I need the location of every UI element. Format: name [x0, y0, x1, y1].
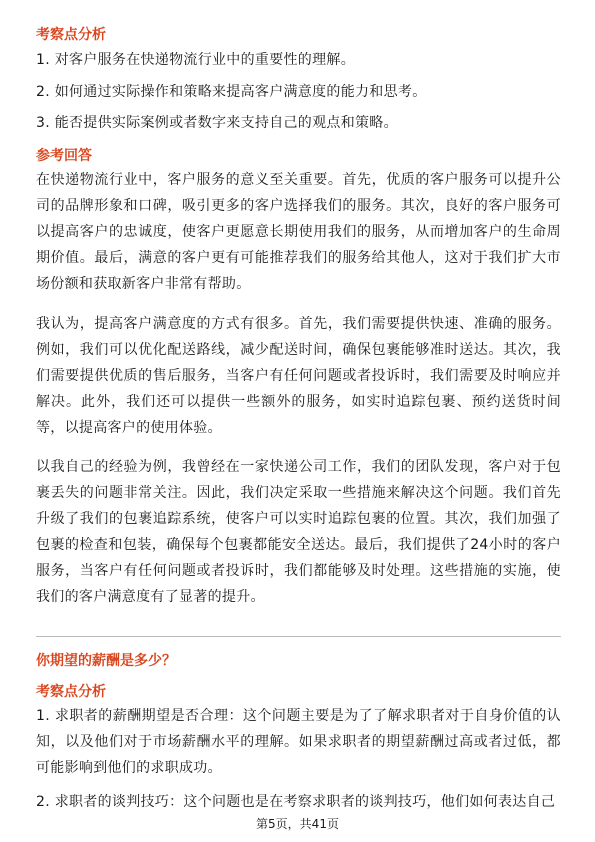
answer-paragraph: 以我自己的经验为例，我曾经在一家快递公司工作，我们的团队发现，客户对于包裹丢失的问题非常关注。因此，我们决定采取一些措施来解决这个问题。我们首先升级了我们的包裹追踪系统，使客户可以实时追踪包裹的位置。其次，我们加强了包裹的检查和包装，确保每个包裹都能安全送达。最后，我们提供了24小时的客户服务，当客户有任何问题或者投诉时，我们都能够及时处理。这些措施的实施，使我们的客户满意度有了显著的提升。 — [36, 459, 561, 605]
question-heading: 你期望的薪酬是多少？ — [36, 653, 176, 669]
analysis-paragraph: 2. 求职者的谈判技巧：这个问题也是在考察求职者的谈判技巧，他们如何表达自己 — [36, 794, 556, 810]
answer-paragraph: 我认为，提高客户满意度的方式有很多。首先，我们需要提供快速、准确的服务。例如，我们可以优化配送路线，减少配送时间，确保包裹能够准时送达。其次，我们需要提供优质的售后服务，当客户有任何问题或者投诉时，我们需要及时响应并解决。此外，我们还可以提供一些额外的服务，如实时追踪包裹、预约送货时间等，以提高客户的使用体验。 — [36, 316, 561, 436]
analysis-heading: 考察点分析 — [36, 684, 106, 700]
answer-paragraph: 在快递物流行业中，客户服务的意义至关重要。首先，优质的客户服务可以提升公司的品牌形象和口碑，吸引更多的客户选择我们的服务。其次，良好的客户服务可以提高客户的忠诚度，使客户更愿意长期使用我们的服务，从而增加客户的生命周期价值。最后，满意的客户更有可能推荐我们的服务给其他人，这对于我们扩大市场份额和获取新客户非常有帮助。 — [36, 172, 561, 292]
analysis-point: 2. 如何通过实际操作和策略来提高客户满意度的能力和思考。 — [36, 84, 427, 100]
analysis-heading: 考察点分析 — [36, 27, 106, 43]
page-number: 第5页，共41页 — [256, 817, 339, 831]
section-divider — [36, 636, 561, 637]
analysis-paragraph: 1. 求职者的薪酬期望是否合理：这个问题主要是为了了解求职者对于自身价值的认知，以及他们对于市场薪酬水平的理解。如果求职者的期望薪酬过高或者过低，都可能影响到他们的求职成功。 — [36, 708, 561, 776]
answer-heading: 参考回答 — [36, 148, 92, 164]
analysis-point: 1. 对客户服务在快递物流行业中的重要性的理解。 — [36, 52, 356, 68]
analysis-point: 3. 能否提供实际案例或者数字来支持自己的观点和策略。 — [36, 115, 398, 131]
